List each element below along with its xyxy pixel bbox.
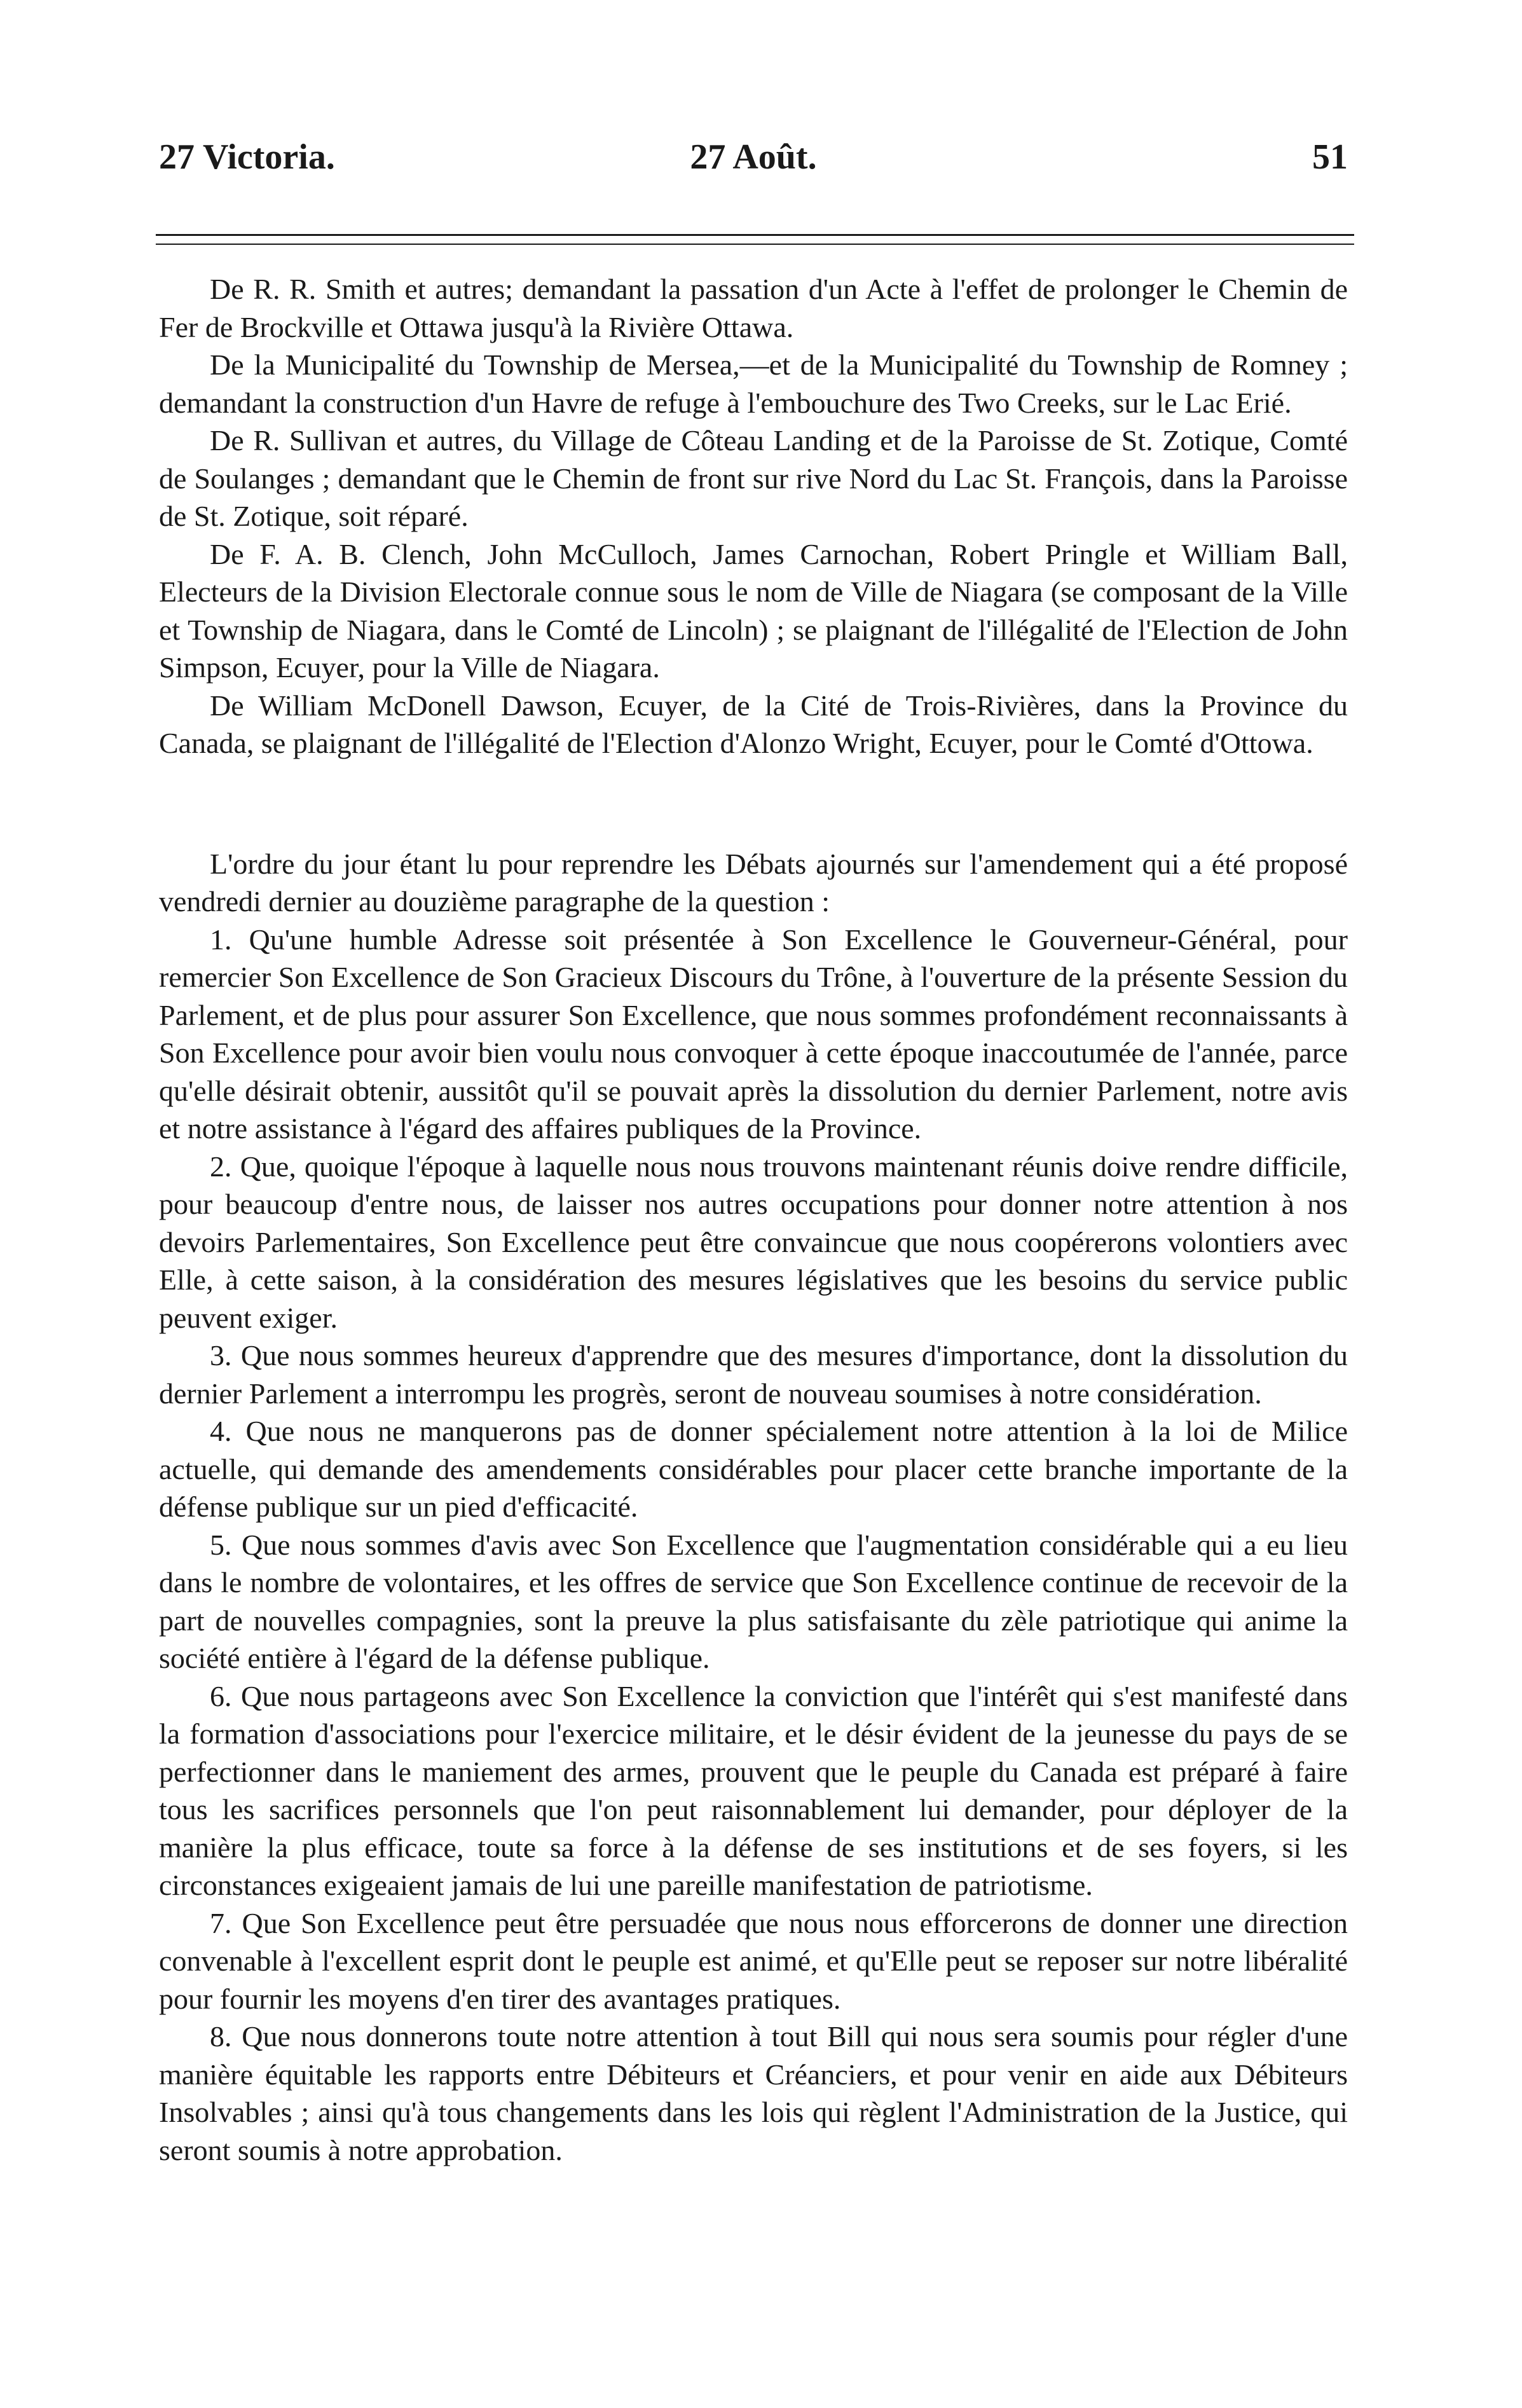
page-body (159, 270, 1348, 2169)
petition-4: De F. A. B. Clench, John McCulloch, James Carnochan, Robert Pringle et William Ball, Electeurs de la Division Electorale connue sous le nom de Ville de Niagara (se composant de la Ville et Township de Niagara, dans le Comté de Lincoln) ; se plaignant de l'illégalité de l'Election de John Simpson, Ecuyer, pour la Ville de Niagara. (159, 537, 1348, 684)
address-paragraph-6: 6. Que nous partageons avec Son Excellence la conviction que l'intérêt qui s'est manifesté dans la formation d'associations pour l'exercice militaire, et le désir évident de la jeunesse du pays de se perfectionner dans le maniement des armes, prouvent que le peuple du Canada est préparé à faire tous les sacrifices personnels que l'on peut raisonnablement lui demander, pour déployer de la manière la plus efficace, toute sa force à la défense de ses institutions et de ses foyers, si les circonstances exigeaient jamais de lui une pareille manifestation de patriotisme. (159, 1679, 1348, 1901)
petition-5: De William McDonell Dawson, Ecuyer, de la Cité de Trois-Rivières, dans la Province du Canada, se plaignant de l'illégalité de l'Election d'Alonzo Wright, Ecuyer, pour le Comté d'Ottowa. (159, 689, 1348, 759)
header-page-number: 51 (1312, 137, 1348, 177)
address-paragraph-8: 8. Que nous donnerons toute notre attention à tout Bill qui nous sera soumis pour régler d'une manière équitable les rapports entre Débiteurs et Créanciers, et pour venir en aide aux Débiteurs Insolvables ; ainsi qu'à tous changements dans les lois qui règlent l'Administration de la Justice, qui seront soumis à notre approbation. (159, 2020, 1348, 2166)
address-paragraph-1: 1. Qu'une humble Adresse soit présentée à Son Excellence le Gouverneur-Général, pour remercier Son Excellence de Son Gracieux Discours du Trône, à l'ouverture de la présente Session du Parlement, et de plus pour assurer Son Excellence, que nous sommes profondément reconnaissants à Son Excellence pour avoir bien voulu nous convoquer à cette époque inaccoutumée de l'année, parce qu'elle désirait obtenir, aussitôt qu'il se pouvait après la dissolution du dernier Parlement, notre avis et notre assistance à l'égard des affaires publiques de la Province. (159, 923, 1348, 1145)
header-rule-bottom (156, 244, 1354, 245)
address-paragraph-7: 7. Que Son Excellence peut être persuadée que nous nous efforcerons de donner une direction convenable à l'excellent esprit dont le peuple est animé, et qu'Elle peut se reposer sur notre libéralité pour fournir les moyens d'en tirer des avantages pratiques. (159, 1906, 1348, 2015)
petition-3: De R. Sullivan et autres, du Village de Côteau Landing et de la Paroisse de St. Zotique, Comté de Soulanges ; demandant que le Chemin de front sur rive Nord du Lac St. François, dans la Paroisse de St. Zotique, soit réparé. (159, 424, 1348, 532)
address-paragraph-5: 5. Que nous sommes d'avis avec Son Excellence que l'augmentation considérable qui a eu lieu dans le nombre de volontaires, et les offres de service que Son Excellence continue de recevoir de la part de nouvelles compagnies, sont la preuve la plus satisfaisante du zèle patriotique qui anime la société entière à l'égard de la défense publique. (159, 1528, 1348, 1674)
header-regnal-year: 27 Victoria. (159, 137, 335, 177)
address-paragraph-3: 3. Que nous sommes heureux d'apprendre que des mesures d'importance, dont la dissolution du dernier Parlement a interrompu les progrès, seront de nouveau soumises à notre considération. (159, 1339, 1348, 1410)
petition-2: De la Municipalité du Township de Mersea,—et de la Municipalité du Township de Romney ; demandant la construction d'un Havre de refuge à l'embouchure des Two Creeks, sur le Lac Erié. (159, 348, 1348, 419)
header-rule-top (156, 234, 1354, 236)
header-date: 27 Août. (690, 137, 817, 177)
address-paragraph-4: 4. Que nous ne manquerons pas de donner spécialement notre attention à la loi de Milice actuelle, qui demande des amendements considérables pour placer cette branche importante de la défense publique sur un pied d'efficacité. (159, 1415, 1348, 1523)
address-paragraph-2: 2. Que, quoique l'époque à laquelle nous nous trouvons maintenant réunis doive rendre difficile, pour beaucoup d'entre nous, de laisser nos autres occupations pour donner notre attention à nos devoirs Parlementaires, Son Excellence peut être convaincue que nous coopérerons volontiers avec Elle, à cette saison, à la considération des mesures législatives que les besoins du service public peuvent exiger. (159, 1150, 1348, 1334)
section-gap (159, 762, 1348, 845)
page-header (159, 137, 1348, 188)
order-of-day-intro: L'ordre du jour étant lu pour reprendre les Débats ajournés sur l'amendement qui a été proposé vendredi dernier au douzième paragraphe de la question : (159, 847, 1348, 918)
petition-1: De R. R. Smith et autres; demandant la passation d'un Acte à l'effet de prolonger le Chemin de Fer de Brockville et Ottawa jusqu'à la Rivière Ottawa. (159, 273, 1348, 343)
